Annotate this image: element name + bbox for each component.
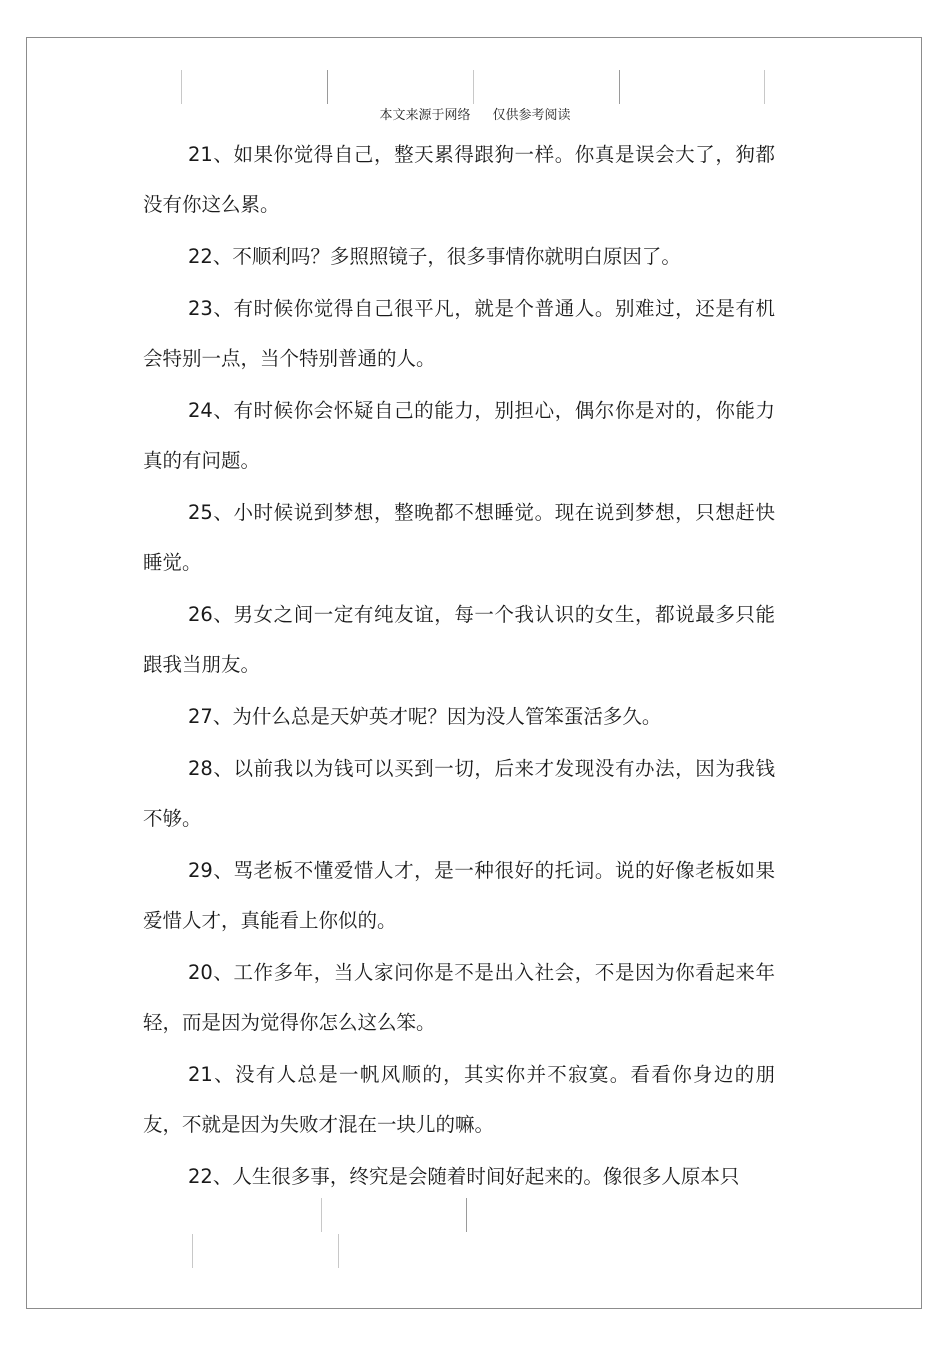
decor-line xyxy=(338,1234,339,1268)
paragraph: 21、没有人总是一帆风顺的，其实你并不寂寞。看看你身边的朋友，不就是因为失败才混在一块儿的嘛。 xyxy=(143,1063,775,1136)
paragraph: 28、以前我以为钱可以买到一切，后来才发现没有办法，因为我钱不够。 xyxy=(143,757,775,830)
document-body xyxy=(143,130,775,1204)
paragraph: 22、不顺利吗？多照照镜子，很多事情你就明白原因了。 xyxy=(188,245,681,268)
paragraph: 23、有时候你觉得自己很平凡，就是个普通人。别难过，还是有机会特别一点，当个特别普通的人。 xyxy=(143,297,775,370)
paragraph: 29、骂老板不懂爱惜人才，是一种很好的托词。说的好像老板如果爱惜人才，真能看上你似的。 xyxy=(143,859,775,932)
header-disclaimer-text: 仅供参考阅读 xyxy=(492,108,571,123)
paragraph: 24、有时候你会怀疑自己的能力，别担心，偶尔你是对的，你能力真的有问题。 xyxy=(143,399,775,472)
decor-line xyxy=(764,70,765,104)
paragraph: 27、为什么总是天妒英才呢？因为没人管笨蛋活多久。 xyxy=(188,705,662,728)
decor-line xyxy=(192,1234,193,1268)
paragraph: 25、小时候说到梦想，整晚都不想睡觉。现在说到梦想，只想赶快睡觉。 xyxy=(143,501,775,574)
page-header-note xyxy=(0,104,950,123)
paragraph: 21、如果你觉得自己，整天累得跟狗一样。你真是误会大了，狗都没有你这么累。 xyxy=(143,143,775,216)
decor-line xyxy=(473,70,474,104)
paragraph: 22、人生很多事，终究是会随着时间好起来的。像很多人原本只 xyxy=(188,1165,740,1188)
header-source-text: 本文来源于网络 xyxy=(379,108,471,123)
decor-line xyxy=(619,70,620,104)
decor-line xyxy=(181,70,182,104)
paragraph: 26、男女之间一定有纯友谊，每一个我认识的女生，都说最多只能跟我当朋友。 xyxy=(143,603,775,676)
paragraph: 20、工作多年，当人家问你是不是出入社会，不是因为你看起来年轻，而是因为觉得你怎么这么笨。 xyxy=(143,961,775,1034)
decor-line xyxy=(327,70,328,104)
